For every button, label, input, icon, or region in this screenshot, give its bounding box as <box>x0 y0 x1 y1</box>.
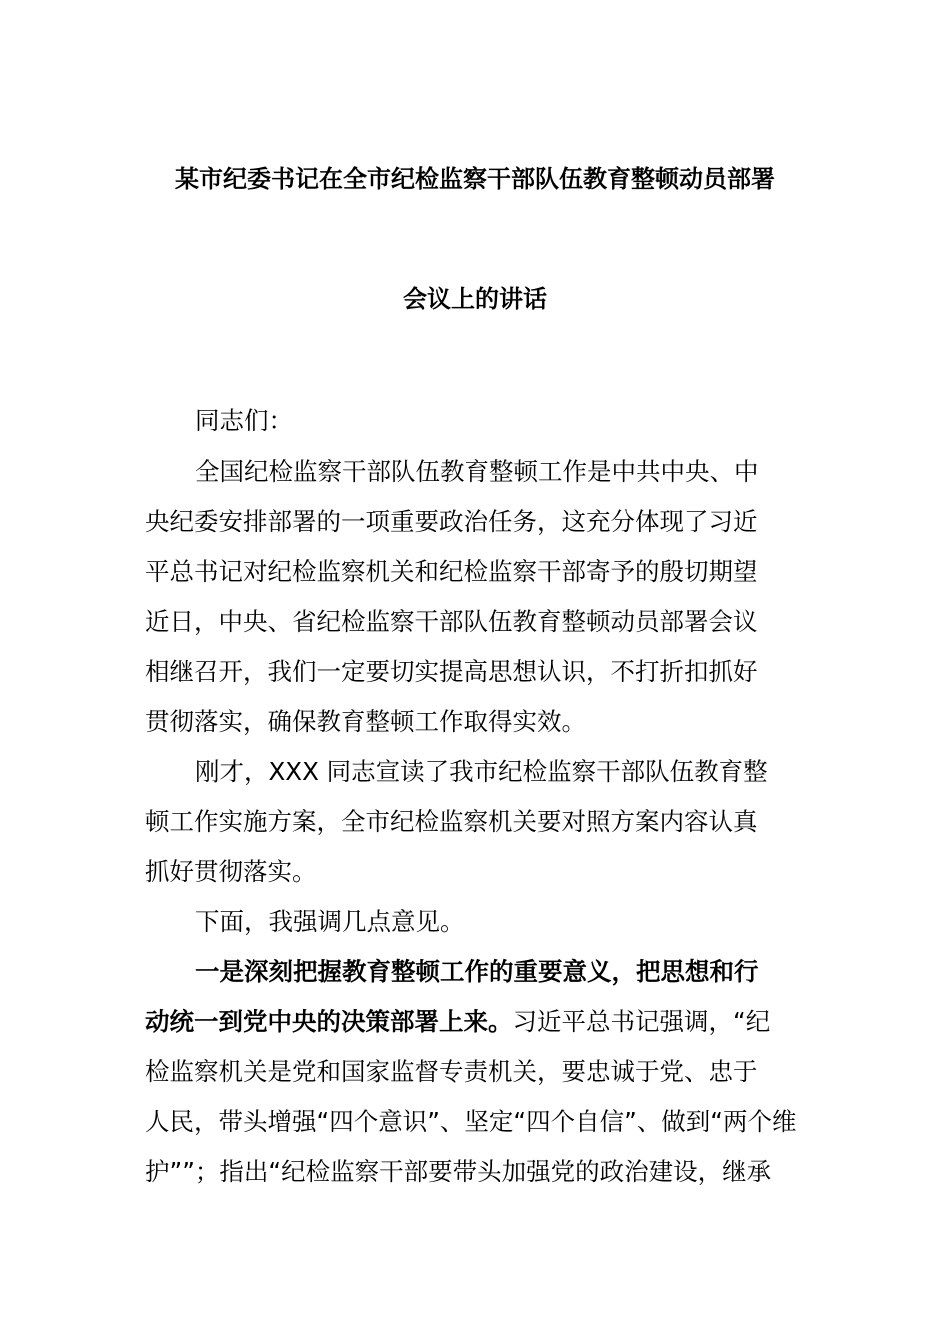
point-heading-tail: 动统一到党中央的决策部署上来。 <box>145 1007 513 1036</box>
paragraph-line: 平总书记对纪检监察机关和纪检监察干部寄予的殷切期望 <box>145 557 758 586</box>
paragraph-line: 护””；指出“纪检监察干部要带头加强党的政治建设，继承 <box>145 1157 772 1186</box>
paragraph-line: 顿工作实施方案，全市纪检监察机关要对照方案内容认真 <box>145 807 758 836</box>
paragraph-line: 贯彻落实，确保教育整顿工作取得实效。 <box>145 707 586 736</box>
document-title-line-1: 某市纪委书记在全市纪检监察干部队伍教育整顿动员部署 <box>175 165 775 193</box>
paragraph-line: 近日，中央、省纪检监察干部队伍教育整顿动员部署会议 <box>145 607 758 636</box>
paragraph-line: 刚才，XXX 同志宣读了我市纪检监察干部队伍教育整 <box>195 757 768 786</box>
paragraph-line: 央纪委安排部署的一项重要政治任务，这充分体现了习近 <box>145 507 758 536</box>
paragraph-line: 全国纪检监察干部队伍教育整顿工作是中共中央、中 <box>195 457 759 486</box>
paragraph-line: 检监察机关是党和国家监督专责机关，要忠诚于党、忠于 <box>145 1057 758 1086</box>
paragraph-line: 人民，带头增强“四个意识”、坚定“四个自信”、做到“两个维 <box>145 1107 797 1136</box>
point-body-start: 习近平总书记强调，“纪 <box>512 1007 771 1036</box>
salutation: 同志们： <box>195 406 293 435</box>
document-title-line-2: 会议上的讲话 <box>403 285 547 313</box>
point-heading-line: 一是深刻把握教育整顿工作的重要意义，把思想和行 <box>195 957 759 986</box>
paragraph-line: 相继召开，我们一定要切实提高思想认识，不打折扣抓好 <box>145 657 758 686</box>
paragraph-line: 抓好贯彻落实。 <box>145 857 317 886</box>
paragraph-line: 下面，我强调几点意见。 <box>195 907 465 936</box>
point-mixed-line <box>145 1006 770 1038</box>
